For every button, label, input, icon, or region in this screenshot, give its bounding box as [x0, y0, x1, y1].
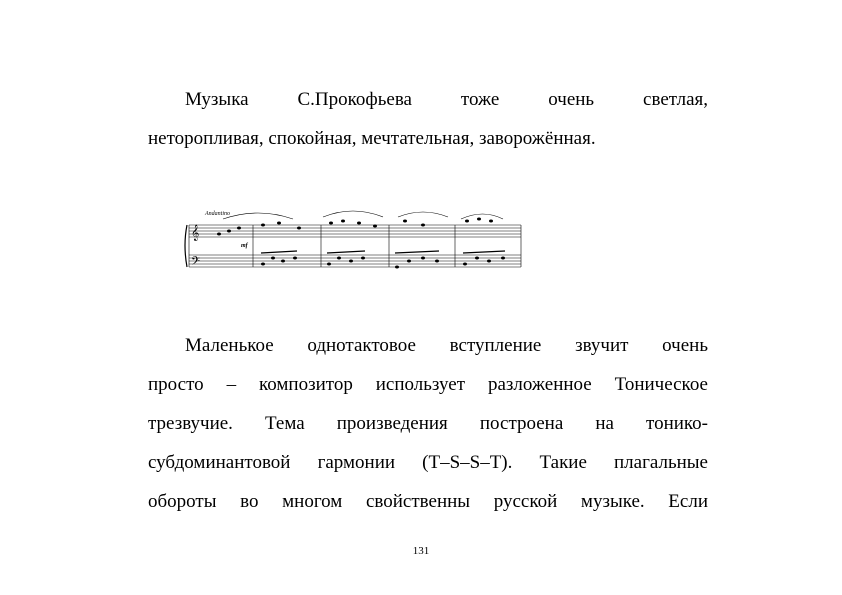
svg-text:𝄞: 𝄞	[191, 225, 200, 241]
text-line: обороты во многом свойственны русской музыке. Если	[148, 491, 708, 512]
paragraph-analysis	[148, 326, 708, 521]
tempo-marking: Andantino	[205, 211, 230, 217]
text-line: неторопливая, спокойная, мечтательная, заворожённая.	[148, 128, 596, 149]
text-line: трезвучие. Тема произведения построена на тонико-	[148, 413, 708, 434]
text-line: просто – композитор использует разложенное Тоническое	[148, 374, 708, 395]
text-line: Маленькое однотактовое вступление звучит очень	[185, 335, 708, 356]
text-line: субдоминантовой гармонии (T–S–S–T). Такие плагальные	[148, 452, 708, 473]
dynamic-marking: mf	[241, 243, 248, 249]
paragraph-intro	[148, 80, 708, 158]
page-number: 131	[412, 545, 430, 557]
svg-text:𝄢: 𝄢	[191, 255, 201, 271]
music-score-excerpt	[183, 205, 523, 285]
text-line: Музыка С.Прокофьева тоже очень светлая,	[185, 89, 708, 110]
